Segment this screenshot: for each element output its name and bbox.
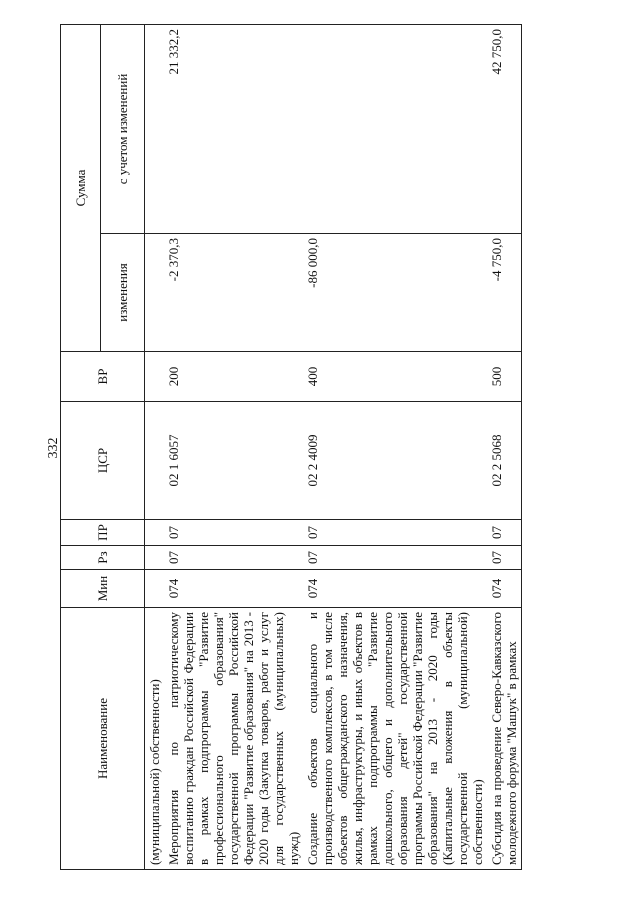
row-rz: 07 <box>487 546 522 570</box>
row-vr: 500 <box>487 352 522 402</box>
row-changes: -4 750,0 <box>487 234 522 352</box>
row-min: 074 <box>487 570 522 608</box>
row-csr: 02 2 5068 <box>487 402 522 520</box>
row-vr: 200 <box>164 352 303 402</box>
row-min: 074 <box>303 570 487 608</box>
row-rz: 07 <box>164 546 303 570</box>
header-sum: Сумма <box>61 25 101 352</box>
row-pr: 07 <box>487 520 522 546</box>
row-csr <box>145 402 165 520</box>
table-row <box>487 25 522 870</box>
header-csr: ЦСР <box>61 402 145 520</box>
row-csr: 02 1 6057 <box>164 402 303 520</box>
row-changes: -86 000,0 <box>303 234 487 352</box>
row-with-changes <box>303 25 487 234</box>
budget-table <box>60 24 522 870</box>
header-changes: изменения <box>101 234 145 352</box>
row-with-changes: 42 750,0 <box>487 25 522 234</box>
header-min: Мин <box>61 570 145 608</box>
row-name: (муниципальной) собственности) <box>145 608 165 870</box>
rotated-table-area <box>60 25 640 870</box>
row-with-changes: 21 332,2 <box>164 25 303 234</box>
page-number: 332 <box>46 437 61 459</box>
row-name: Субсидия на проведение Северо-Кавказского молодежного форума "Машук" в рамках <box>487 608 522 870</box>
row-vr <box>145 352 165 402</box>
header-pr: ПР <box>61 520 145 546</box>
row-pr: 07 <box>303 520 487 546</box>
row-name: Мероприятия по патриотическому воспитанию граждан Российской Федерации в рамках подпрограммы "Развитие профессионального образования" государственной программы Российской Федерации "Развитие образования" на 2013 - 2020 годы (Закупка товаров, работ и услуг для государственных (муниципальных) нужд) <box>164 608 303 870</box>
row-name: Создание объектов социального и производственного комплексов, в том числе объектов общегражданского назначения, жилья, инфраструктуры, и иных объектов в рамках подпрограммы "Развитие дошкольного, общего и дополнительного образования детей" государственной программы Российской Федерации "Развитие образования" на 2013 - 2020 годы (Капитальные вложения в объекты государственной (муниципальной) собственности) <box>303 608 487 870</box>
row-vr: 400 <box>303 352 487 402</box>
row-pr <box>145 520 165 546</box>
header-name: Наименование <box>61 608 145 870</box>
row-csr: 02 2 4009 <box>303 402 487 520</box>
row-min: 074 <box>164 570 303 608</box>
table-row <box>164 25 303 870</box>
row-changes <box>145 234 165 352</box>
table-row <box>145 25 165 870</box>
row-min <box>145 570 165 608</box>
header-vr: ВР <box>61 352 145 402</box>
row-pr: 07 <box>164 520 303 546</box>
row-changes: -2 370,3 <box>164 234 303 352</box>
row-rz <box>145 546 165 570</box>
header-with-changes: с учетом изменений <box>101 25 145 234</box>
table-row <box>303 25 487 870</box>
row-with-changes <box>145 25 165 234</box>
header-rz: Рз <box>61 546 145 570</box>
row-rz: 07 <box>303 546 487 570</box>
